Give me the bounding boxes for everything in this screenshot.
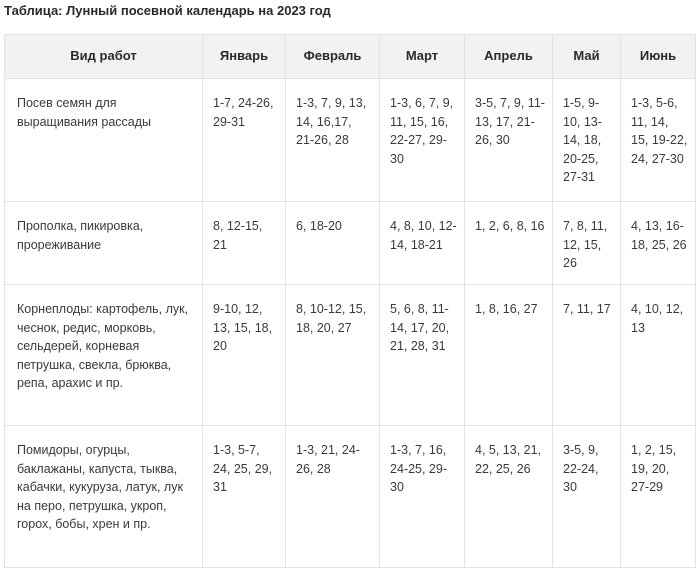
header-june: Июнь: [621, 35, 696, 79]
table-row: [5, 79, 696, 202]
dates-cell-march: 4, 8, 10, 12-14, 18-21: [380, 202, 465, 285]
dates-cell-april: 1, 2, 6, 8, 16: [465, 202, 553, 285]
dates-cell-june: 1, 2, 15, 19, 20, 27-29: [621, 426, 696, 568]
dates-cell-march: 5, 6, 8, 11-14, 17, 20, 21, 28, 31: [380, 285, 465, 426]
dates-cell-june: 4, 10, 12, 13: [621, 285, 696, 426]
dates-cell-april: 1, 8, 16, 27: [465, 285, 553, 426]
dates-cell-march: 1-3, 7, 16, 24-25, 29-30: [380, 426, 465, 568]
lunar-calendar-table: [4, 34, 696, 568]
dates-cell-may: 3-5, 9, 22-24, 30: [553, 426, 621, 568]
header-april: Апрель: [465, 35, 553, 79]
table-row: [5, 202, 696, 285]
dates-cell-january: 9-10, 12, 13, 15, 18, 20: [203, 285, 286, 426]
dates-cell-april: 4, 5, 13, 21, 22, 25, 26: [465, 426, 553, 568]
dates-cell-february: 1-3, 7, 9, 13, 14, 16,17, 21-26, 28: [286, 79, 380, 202]
dates-cell-january: 1-7, 24-26, 29-31: [203, 79, 286, 202]
work-type-cell: Помидоры, огурцы, баклажаны, капуста, тыква, кабачки, кукуруза, латук, лук на перо, петрушка, укроп, горох, бобы, хрен и пр.: [5, 426, 203, 568]
dates-cell-june: 4, 13, 16-18, 25, 26: [621, 202, 696, 285]
dates-cell-january: 1-3, 5-7, 24, 25, 29, 31: [203, 426, 286, 568]
dates-cell-april: 3-5, 7, 9, 11-13, 17, 21-26, 30: [465, 79, 553, 202]
dates-cell-february: 6, 18-20: [286, 202, 380, 285]
dates-cell-may: 7, 11, 17: [553, 285, 621, 426]
dates-cell-may: 7, 8, 11, 12, 15, 26: [553, 202, 621, 285]
header-february: Февраль: [286, 35, 380, 79]
table-row: [5, 426, 696, 568]
header-march: Март: [380, 35, 465, 79]
dates-cell-june: 1-3, 5-6, 11, 14, 15, 19-22, 24, 27-30: [621, 79, 696, 202]
dates-cell-may: 1-5, 9-10, 13-14, 18, 20-25, 27-31: [553, 79, 621, 202]
table-caption: Таблица: Лунный посевной календарь на 2023 год: [4, 3, 331, 18]
header-may: Май: [553, 35, 621, 79]
dates-cell-february: 8, 10-12, 15, 18, 20, 27: [286, 285, 380, 426]
header-january: Январь: [203, 35, 286, 79]
table-header-row: [5, 35, 696, 79]
dates-cell-february: 1-3, 21, 24-26, 28: [286, 426, 380, 568]
work-type-cell: Посев семян для выращивания рассады: [5, 79, 203, 202]
dates-cell-january: 8, 12-15, 21: [203, 202, 286, 285]
work-type-cell: Корнеплоды: картофель, лук, чеснок, редис, морковь, сельдерей, корневая петрушка, свекла, брюква, репа, арахис и пр.: [5, 285, 203, 426]
dates-cell-march: 1-3, 6, 7, 9, 11, 15, 16, 22-27, 29-30: [380, 79, 465, 202]
work-type-cell: Прополка, пикировка, прореживание: [5, 202, 203, 285]
table-row: [5, 285, 696, 426]
header-work-type: Вид работ: [5, 35, 203, 79]
